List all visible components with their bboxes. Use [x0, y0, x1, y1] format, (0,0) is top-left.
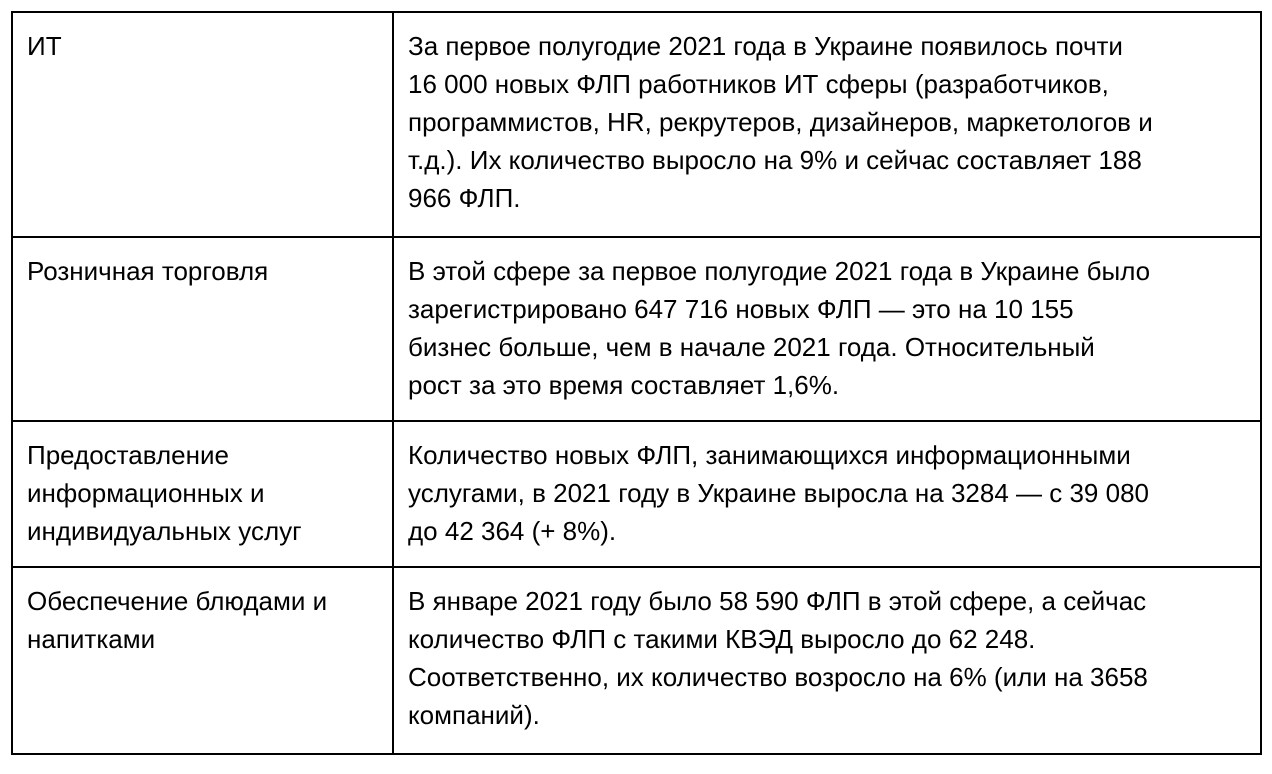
description-line: бизнес больше, чем в начале 2021 года. Относительный [408, 332, 1095, 362]
table-row [12, 421, 1261, 567]
description-line: Соответственно, их количество возросло на 6% (или на 3658 [408, 662, 1148, 692]
category-label-line: индивидуальных услуг [27, 516, 302, 546]
category-label-line: напитками [27, 624, 156, 654]
description-line: Количество новых ФЛП, занимающихся информационными [408, 440, 1131, 470]
data-table [11, 11, 1262, 755]
description-cell [393, 421, 1261, 567]
category-label-line: информационных и [27, 478, 265, 508]
description-line: услугами, в 2021 году в Украине выросла на 3284 — с 39 080 [408, 478, 1149, 508]
table-row [12, 237, 1261, 421]
description-line: программистов, HR, рекрутеров, дизайнеров, маркетологов и [408, 107, 1153, 137]
description-line: компаний). [408, 700, 540, 730]
description-cell [393, 237, 1261, 421]
description-line: рост за это время составляет 1,6%. [408, 370, 840, 400]
description-line: За первое полугодие 2021 года в Украине появилось почти [408, 31, 1123, 61]
description-cell [393, 567, 1261, 754]
category-cell [12, 567, 393, 754]
category-label-line: Предоставление [27, 440, 229, 470]
category-cell [12, 421, 393, 567]
description-line: т.д.). Их количество выросло на 9% и сейчас составляет 188 [408, 145, 1142, 175]
category-label: ИТ [27, 31, 62, 61]
description-line: 966 ФЛП. [408, 183, 521, 213]
category-label: Розничная торговля [27, 256, 269, 286]
description-line: 16 000 новых ФЛП работников ИТ сферы (разработчиков, [408, 69, 1109, 99]
description-line: количество ФЛП с такими КВЭД выросло до 62 248. [408, 624, 1036, 654]
description-line: зарегистрировано 647 716 новых ФЛП — это на 10 155 [408, 294, 1074, 324]
description-cell [393, 12, 1261, 237]
table-row [12, 12, 1261, 237]
description-line: В январе 2021 году было 58 590 ФЛП в этой сфере, а сейчас [408, 586, 1147, 616]
category-cell [12, 12, 393, 237]
category-cell [12, 237, 393, 421]
category-label-line: Обеспечение блюдами и [27, 586, 328, 616]
description-line: до 42 364 (+ 8%). [408, 516, 617, 546]
description-line: В этой сфере за первое полугодие 2021 года в Украине было [408, 256, 1151, 286]
table-row [12, 567, 1261, 754]
